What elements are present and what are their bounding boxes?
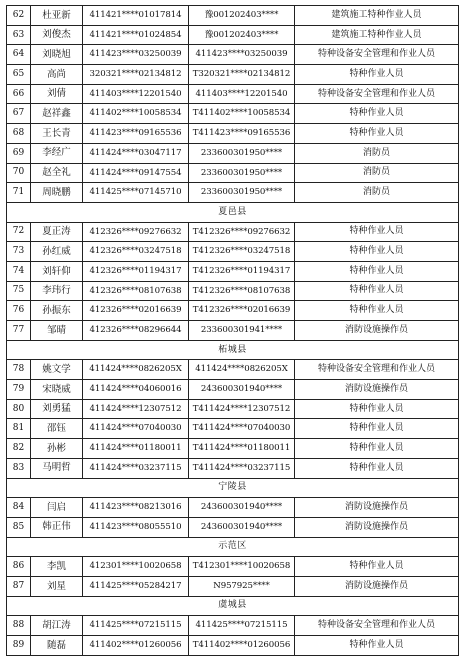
person-name: 杜亚新 [31, 6, 83, 26]
id-number: 411423****08213016 [83, 498, 189, 518]
section-title: 夏邑县 [7, 202, 459, 222]
certificate-number: 411403****12201540 [189, 84, 295, 104]
table-row [7, 281, 459, 301]
person-name: 姚文学 [31, 360, 83, 380]
person-name: 李凯 [31, 557, 83, 577]
row-number: 88 [7, 616, 31, 636]
section-header-row [7, 202, 459, 222]
operation-type: 特种作业人员 [295, 419, 459, 439]
id-number: 411425****05284217 [83, 576, 189, 596]
row-number: 77 [7, 321, 31, 341]
certificate-number: T412326****09276632 [189, 222, 295, 242]
id-number: 411424****03047117 [83, 143, 189, 163]
row-number: 73 [7, 242, 31, 262]
table-row [7, 360, 459, 380]
person-name: 闫启 [31, 498, 83, 518]
row-number: 74 [7, 261, 31, 281]
row-number: 62 [7, 6, 31, 26]
section-title: 柘城县 [7, 340, 459, 360]
certificate-number: T411402****01260056 [189, 636, 295, 656]
table-row [7, 498, 459, 518]
certificate-number: 233600301941**** [189, 321, 295, 341]
table-row [7, 84, 459, 104]
row-number: 64 [7, 45, 31, 65]
id-number: 411423****09165536 [83, 124, 189, 144]
certificate-number: T412326****02016639 [189, 301, 295, 321]
certificate-number: 233600301950**** [189, 183, 295, 203]
certificate-number: T411424****03237115 [189, 458, 295, 478]
certificate-number: 411425****07215115 [189, 616, 295, 636]
id-number: 411403****12201540 [83, 84, 189, 104]
section-header-row [7, 596, 459, 616]
person-name: 宋晓威 [31, 380, 83, 400]
id-number: 411425****07215115 [83, 616, 189, 636]
id-number: 411424****03237115 [83, 458, 189, 478]
id-number: 411425****07145710 [83, 183, 189, 203]
personnel-table-body [7, 6, 459, 656]
table-row [7, 65, 459, 85]
table-row [7, 458, 459, 478]
row-number: 66 [7, 84, 31, 104]
row-number: 84 [7, 498, 31, 518]
row-number: 82 [7, 439, 31, 459]
operation-type: 特种作业人员 [295, 458, 459, 478]
table-row [7, 45, 459, 65]
operation-type: 消防设施操作员 [295, 498, 459, 518]
operation-type: 特种设备安全管理和作业人员 [295, 360, 459, 380]
section-title: 虞城县 [7, 596, 459, 616]
person-name: 王长青 [31, 124, 83, 144]
section-title: 示范区 [7, 537, 459, 557]
operation-type: 消防设施操作员 [295, 321, 459, 341]
id-number: 412326****03247518 [83, 242, 189, 262]
certificate-number: 243600301940**** [189, 517, 295, 537]
person-name: 刘轩仰 [31, 261, 83, 281]
table-row [7, 301, 459, 321]
id-number: 412326****09276632 [83, 222, 189, 242]
personnel-table [6, 5, 459, 656]
section-title: 宁陵县 [7, 478, 459, 498]
certificate-number: 豫001202403**** [189, 25, 295, 45]
row-number: 86 [7, 557, 31, 577]
table-row [7, 222, 459, 242]
person-name: 周晓鹏 [31, 183, 83, 203]
person-name: 韩正伟 [31, 517, 83, 537]
operation-type: 特种作业人员 [295, 557, 459, 577]
operation-type: 消防设施操作员 [295, 380, 459, 400]
person-name: 刘星 [31, 576, 83, 596]
person-name: 刘晓旭 [31, 45, 83, 65]
operation-type: 消防设施操作员 [295, 576, 459, 596]
operation-type: 消防员 [295, 143, 459, 163]
operation-type: 特种作业人员 [295, 301, 459, 321]
row-number: 71 [7, 183, 31, 203]
row-number: 80 [7, 399, 31, 419]
table-row [7, 6, 459, 26]
row-number: 68 [7, 124, 31, 144]
operation-type: 特种作业人员 [295, 439, 459, 459]
table-row [7, 636, 459, 656]
row-number: 72 [7, 222, 31, 242]
table-row [7, 163, 459, 183]
operation-type: 建筑施工特种作业人员 [295, 25, 459, 45]
row-number: 79 [7, 380, 31, 400]
person-name: 孙彬 [31, 439, 83, 459]
person-name: 刘倩 [31, 84, 83, 104]
id-number: 411424****07040030 [83, 419, 189, 439]
id-number: 320321****02134812 [83, 65, 189, 85]
row-number: 87 [7, 576, 31, 596]
id-number: 412326****08296644 [83, 321, 189, 341]
certificate-number: T412326****03247518 [189, 242, 295, 262]
table-row [7, 576, 459, 596]
operation-type: 特种设备安全管理和作业人员 [295, 616, 459, 636]
row-number: 83 [7, 458, 31, 478]
certificate-number: T411424****12307512 [189, 399, 295, 419]
certificate-number: T412301****10020658 [189, 557, 295, 577]
certificate-number: 411423****03250039 [189, 45, 295, 65]
row-number: 81 [7, 419, 31, 439]
certificate-number: T412326****08107638 [189, 281, 295, 301]
person-name: 孙红威 [31, 242, 83, 262]
person-name: 赵全礼 [31, 163, 83, 183]
row-number: 70 [7, 163, 31, 183]
operation-type: 特种设备安全管理和作业人员 [295, 45, 459, 65]
operation-type: 特种作业人员 [295, 399, 459, 419]
section-header-row [7, 340, 459, 360]
table-row [7, 261, 459, 281]
table-row [7, 242, 459, 262]
id-number: 411421****01024854 [83, 25, 189, 45]
id-number: 411421****01017814 [83, 6, 189, 26]
certificate-number: 233600301950**** [189, 163, 295, 183]
id-number: 412301****10020658 [83, 557, 189, 577]
id-number: 411424****01180011 [83, 439, 189, 459]
id-number: 412326****01194317 [83, 261, 189, 281]
row-number: 67 [7, 104, 31, 124]
table-row [7, 419, 459, 439]
table-row [7, 143, 459, 163]
operation-type: 特种作业人员 [295, 124, 459, 144]
certificate-number: T411402****10058534 [189, 104, 295, 124]
person-name: 李经广 [31, 143, 83, 163]
row-number: 76 [7, 301, 31, 321]
operation-type: 特种作业人员 [295, 242, 459, 262]
row-number: 85 [7, 517, 31, 537]
table-row [7, 557, 459, 577]
id-number: 412326****08107638 [83, 281, 189, 301]
certificate-number: 411424****0826205X [189, 360, 295, 380]
certificate-number: 243600301940**** [189, 380, 295, 400]
id-number: 411424****12307512 [83, 399, 189, 419]
certificate-number: 243600301940**** [189, 498, 295, 518]
certificate-number: T320321****02134812 [189, 65, 295, 85]
person-name: 夏正涛 [31, 222, 83, 242]
id-number: 411424****04060016 [83, 380, 189, 400]
operation-type: 建筑施工特种作业人员 [295, 6, 459, 26]
certificate-number: T412326****01194317 [189, 261, 295, 281]
id-number: 411402****01260056 [83, 636, 189, 656]
operation-type: 消防员 [295, 183, 459, 203]
operation-type: 特种作业人员 [295, 281, 459, 301]
person-name: 邵钰 [31, 419, 83, 439]
person-name: 刘勇猛 [31, 399, 83, 419]
operation-type: 特种作业人员 [295, 104, 459, 124]
section-header-row [7, 537, 459, 557]
person-name: 赵祥鑫 [31, 104, 83, 124]
table-row [7, 104, 459, 124]
operation-type: 特种作业人员 [295, 65, 459, 85]
table-row [7, 25, 459, 45]
table-row [7, 380, 459, 400]
person-name: 胡江涛 [31, 616, 83, 636]
table-row [7, 321, 459, 341]
table-row [7, 399, 459, 419]
operation-type: 特种作业人员 [295, 222, 459, 242]
id-number: 411424****09147554 [83, 163, 189, 183]
operation-type: 特种设备安全管理和作业人员 [295, 84, 459, 104]
table-row [7, 616, 459, 636]
person-name: 随磊 [31, 636, 83, 656]
id-number: 411423****08055510 [83, 517, 189, 537]
certificate-number: T411423****09165536 [189, 124, 295, 144]
id-number: 412326****02016639 [83, 301, 189, 321]
certificate-number: T411424****07040030 [189, 419, 295, 439]
table-row [7, 183, 459, 203]
id-number: 411402****10058534 [83, 104, 189, 124]
table-row [7, 124, 459, 144]
person-name: 孙振东 [31, 301, 83, 321]
table-row [7, 439, 459, 459]
row-number: 63 [7, 25, 31, 45]
person-name: 马明哲 [31, 458, 83, 478]
row-number: 89 [7, 636, 31, 656]
certificate-number: 233600301950**** [189, 143, 295, 163]
id-number: 411423****03250039 [83, 45, 189, 65]
section-header-row [7, 478, 459, 498]
row-number: 78 [7, 360, 31, 380]
person-name: 李玮行 [31, 281, 83, 301]
person-name: 邹晴 [31, 321, 83, 341]
person-name: 刘俊杰 [31, 25, 83, 45]
operation-type: 消防设施操作员 [295, 517, 459, 537]
operation-type: 消防员 [295, 163, 459, 183]
certificate-number: T411424****01180011 [189, 439, 295, 459]
certificate-number: N957925**** [189, 576, 295, 596]
row-number: 65 [7, 65, 31, 85]
table-row [7, 517, 459, 537]
row-number: 69 [7, 143, 31, 163]
certificate-number: 豫001202403**** [189, 6, 295, 26]
person-name: 高尚 [31, 65, 83, 85]
id-number: 411424****0826205X [83, 360, 189, 380]
row-number: 75 [7, 281, 31, 301]
operation-type: 特种作业人员 [295, 636, 459, 656]
operation-type: 特种作业人员 [295, 261, 459, 281]
